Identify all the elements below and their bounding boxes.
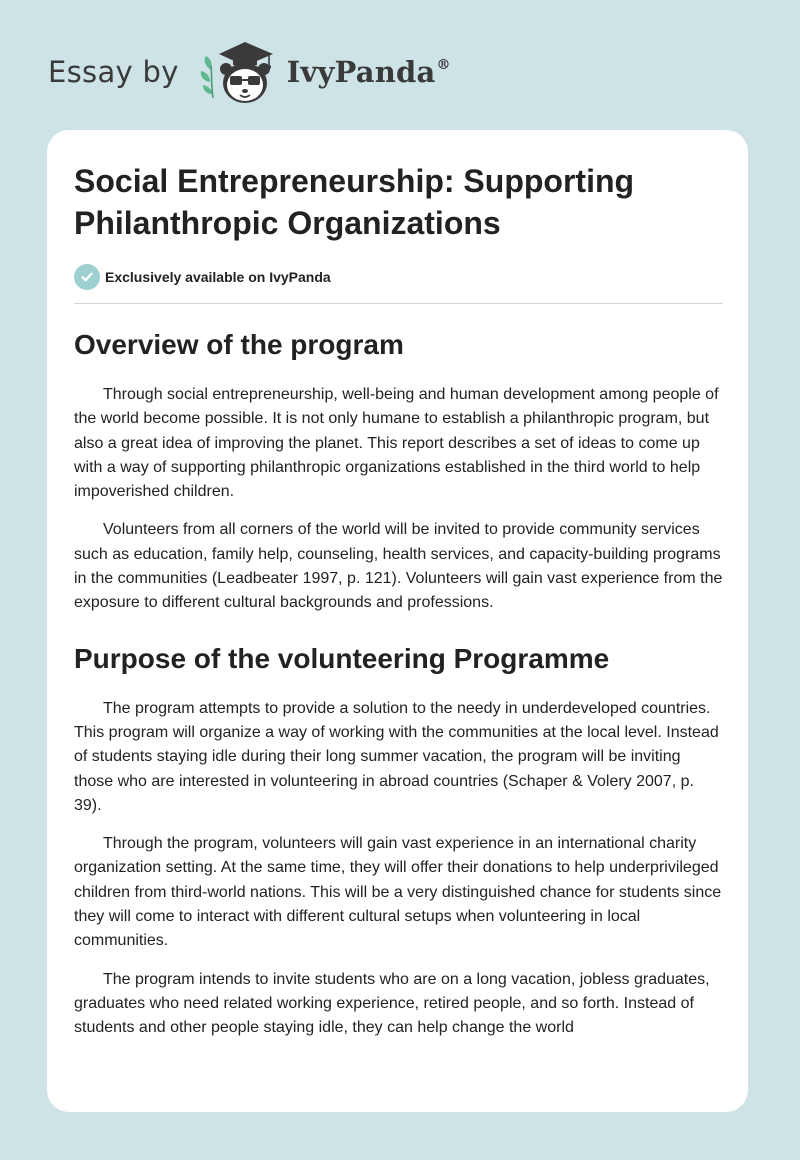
essay-by-label: Essay by (48, 55, 179, 89)
divider (74, 303, 723, 304)
brand-name: IvyPanda® (286, 55, 451, 89)
page-title: Social Entrepreneurship: Supporting Philanthropic Organizations (74, 163, 635, 241)
check-circle-icon (74, 264, 100, 290)
site-header (48, 36, 451, 108)
essay-card (47, 130, 748, 1112)
paragraph: Through social entrepreneurship, well-being and human development among people of the world become possible. It is not only humane to establish a philanthropic program, but also a great idea of improving the planet. This report describes a set of ideas to come up with a way of supporting philanthropic organizations established in the third world to help impoverished children. (74, 386, 719, 501)
exclusive-badge (74, 263, 723, 291)
paragraph: Through the program, volunteers will gain vast experience in an international charity organization setting. At the same time, they will offer their donations to help underprivileged children from third-world nations. This will be a very distinguished chance for students since they will come to interact with different cultural setups when volunteering in local communities. (74, 835, 722, 950)
exclusive-label: Exclusively available on IvyPanda (105, 269, 331, 285)
section-heading-overview: Overview of the program (74, 329, 404, 360)
section-heading-purpose: Purpose of the volunteering Programme (74, 642, 610, 674)
ivypanda-logo-icon (197, 36, 281, 108)
paragraph: The program attempts to provide a solution to the needy in underdeveloped countries. This program will organize a way of working with the communities at the local level. Instead of students staying idle during their long summer vacation, the program will be inviting those who are interested in volunteering in abroad countries (Schaper & Volery 2007, p. 39). (74, 699, 719, 814)
paragraph: Volunteers from all corners of the world will be invited to provide community services such as education, family help, counseling, health services, and capacity-building programs in the communities (Leadbeater 1997, p. 121). Volunteers will gain vast experience from the exposure to different cultural backgrounds and professions. (74, 521, 723, 612)
essay-content (74, 160, 723, 1041)
registered-mark: ® (436, 57, 451, 73)
paragraph: The program intends to invite students who are on a long vacation, jobless graduates, graduates who need related working experience, retired people, and so forth. Instead of students and other people staying idle, they can help change the world (74, 970, 710, 1037)
